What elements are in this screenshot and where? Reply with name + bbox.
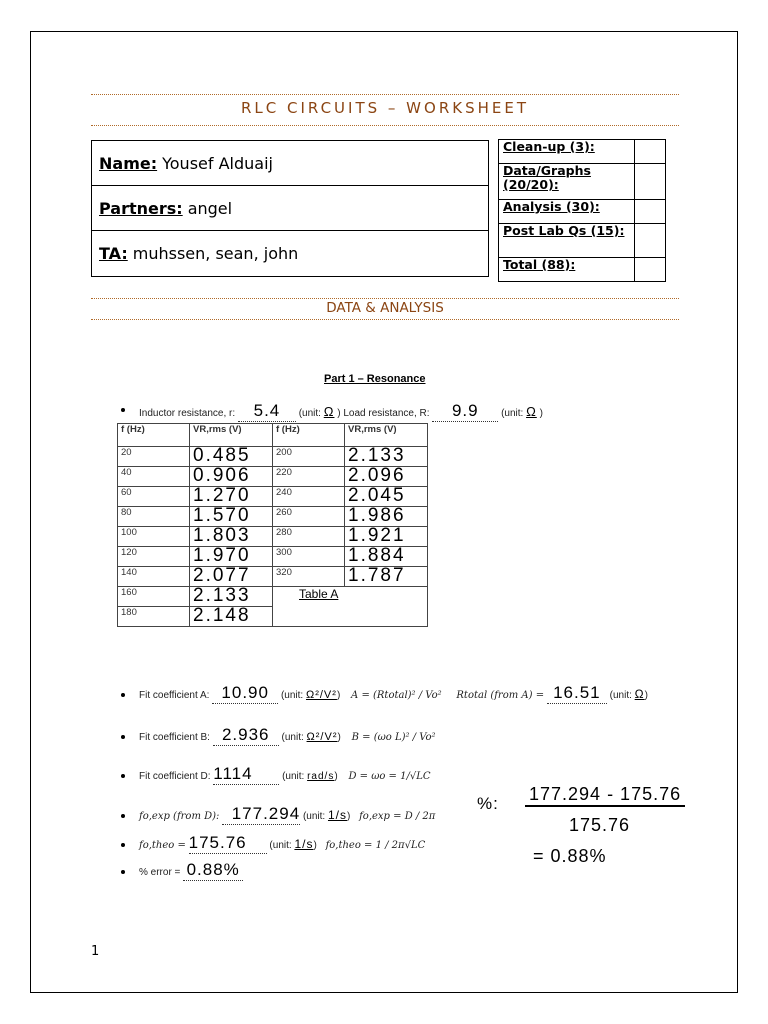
- inductor-label: Inductor resistance, r:: [139, 408, 236, 419]
- calc-prefix: %:: [477, 794, 499, 813]
- section-title: DATA & ANALYSIS: [326, 300, 444, 316]
- fit-d-line: Fit coefficient D: 1114 (unit: rad/s) D = ωo = 1/√LC: [139, 764, 431, 783]
- grade-row: [499, 200, 666, 224]
- table-row: [118, 447, 428, 467]
- grade-value: [635, 224, 666, 258]
- partners-value: angel: [187, 198, 233, 218]
- fexp-label: fo,exp (from D):: [139, 811, 220, 822]
- load-unit-label: (unit:: [501, 408, 524, 419]
- rtotal-value: 16.51: [547, 683, 607, 704]
- grade-label: Data/Graphs (20/20):: [499, 164, 635, 200]
- partners-row: [92, 186, 488, 231]
- bullet: [121, 870, 125, 874]
- grade-value: [635, 258, 666, 282]
- resistance-line: [139, 401, 543, 422]
- ta-label: TA:: [99, 244, 128, 263]
- worksheet-page: [30, 31, 738, 993]
- fit-d-formula: D = ωo = 1/√LC: [348, 771, 431, 782]
- table-cell: 200: [273, 447, 345, 467]
- load-value: 9.9: [432, 401, 498, 422]
- table-cell: 40: [118, 467, 190, 487]
- grade-value: [635, 200, 666, 224]
- table-cell: 280: [273, 527, 345, 547]
- table-cell: 2.148: [193, 605, 251, 626]
- grade-row: [499, 224, 666, 258]
- table-cell: 160: [118, 587, 190, 607]
- load-unit: Ω: [526, 404, 537, 419]
- table-cell: 320: [273, 567, 345, 587]
- table-cell: 2.133: [348, 445, 406, 466]
- fit-d-unit: rad/s: [307, 771, 335, 782]
- error-value: 0.88%: [183, 860, 243, 881]
- table-cell: 2.077: [193, 565, 251, 586]
- section-band: [91, 298, 679, 320]
- table-header: f (Hz): [273, 424, 345, 447]
- fit-a-value: 10.90: [212, 683, 278, 704]
- part-title: Part 1 – Resonance: [324, 373, 426, 385]
- table-header: VR,rms (V): [345, 424, 428, 447]
- grade-value: [635, 140, 666, 164]
- table-caption: Table A: [299, 587, 339, 601]
- table-cell: 120: [118, 547, 190, 567]
- grade-label: Total (88):: [499, 258, 635, 282]
- fit-b-value: 2.936: [213, 725, 279, 746]
- fit-a-formula: A = (Rtotal)² / Vo²: [351, 690, 442, 701]
- rtotal-unit: Ω: [634, 687, 645, 701]
- title-band: [91, 94, 679, 126]
- table-cell: 220: [273, 467, 345, 487]
- error-line: [139, 860, 243, 881]
- bullet: [121, 735, 125, 739]
- fit-b-label: Fit coefficient B:: [139, 732, 210, 743]
- table-cell: 80: [118, 507, 190, 527]
- page-number: 1: [91, 944, 100, 959]
- inductor-unit: Ω: [323, 404, 335, 419]
- fit-b-unit-label: (unit:: [281, 732, 304, 743]
- table-cell: 1.970: [193, 545, 251, 566]
- table-row: [118, 507, 428, 527]
- inductor-value: 5.4: [238, 401, 296, 422]
- student-info-box: [91, 140, 489, 277]
- table-cell: 300: [273, 547, 345, 567]
- table-header: VR,rms (V): [190, 424, 273, 447]
- rtotal-unit-label: (unit:: [609, 690, 632, 701]
- fit-a-label: Fit coefficient A:: [139, 690, 210, 701]
- grade-row: [499, 164, 666, 200]
- grade-label: Analysis (30):: [499, 200, 635, 224]
- table-cell: 1.986: [348, 505, 406, 526]
- table-row: [118, 587, 428, 607]
- table-cell: 60: [118, 487, 190, 507]
- table-cell: 1.270: [193, 485, 251, 506]
- bullet: [121, 814, 125, 818]
- table-row: [118, 567, 428, 587]
- table-cell: 2.045: [348, 485, 406, 506]
- fit-b-unit: Ω²/V²: [306, 731, 338, 743]
- table-cell: 20: [118, 447, 190, 467]
- table-cell: 1.884: [348, 545, 406, 566]
- ta-value: muhssen, sean, john: [132, 244, 299, 263]
- ta-row: [92, 231, 488, 276]
- fexp-line: fo,exp (from D): 177.294 (unit: 1/s) fo,exp = D / 2π: [139, 804, 436, 823]
- grade-label: Clean-up (3):: [499, 140, 635, 164]
- table-header: f (Hz): [118, 424, 190, 447]
- grading-table: [498, 139, 666, 282]
- calc-result: = 0.88%: [533, 846, 607, 866]
- table-cell: 100: [118, 527, 190, 547]
- ftheo-formula: fo,theo = 1 / 2π√LC: [325, 840, 426, 851]
- load-label: ) Load resistance, R:: [337, 408, 430, 419]
- fit-d-value: 1114: [213, 764, 279, 785]
- fexp-formula: fo,exp = D / 2π: [359, 811, 436, 822]
- fexp-unit: 1/s: [327, 808, 347, 822]
- partners-label: Partners:: [99, 198, 183, 218]
- rtotal-label: Rtotal (from A) =: [456, 690, 545, 701]
- grade-row: [499, 140, 666, 164]
- fit-d-label: Fit coefficient D:: [139, 771, 211, 782]
- bullet: [121, 843, 125, 847]
- close-paren: ): [539, 408, 543, 419]
- grade-label: Post Lab Qs (15):: [499, 224, 635, 258]
- inductor-unit-label: (unit:: [298, 408, 321, 419]
- bullet: [121, 693, 125, 697]
- table-cell: 1.921: [348, 525, 406, 546]
- error-label: % error =: [139, 867, 181, 878]
- ftheo-label: fo,theo =: [139, 840, 186, 851]
- grade-value: [635, 164, 666, 200]
- calc-numerator: 177.294 - 175.76: [525, 784, 685, 807]
- grade-row: [499, 258, 666, 282]
- fit-b-line: Fit coefficient B: 2.936 (unit: Ω²/V²) B = (ωo L)² / Vo²: [139, 725, 436, 744]
- table-cell: 260: [273, 507, 345, 527]
- table-cell: 1.570: [193, 505, 251, 526]
- fit-d-unit-label: (unit:: [282, 771, 305, 782]
- bullet: [121, 774, 125, 778]
- fit-a-unit-label: (unit:: [280, 690, 304, 701]
- fit-a-unit: Ω²/V²: [305, 689, 337, 701]
- table-row: [118, 547, 428, 567]
- table-header-row: [118, 424, 428, 447]
- fit-b-formula: B = (ωo L)² / Vo²: [351, 732, 436, 743]
- name-label: Name:: [99, 153, 158, 173]
- ftheo-line: fo,theo = 175.76 (unit: 1/s) fo,theo = 1 / 2π√LC: [139, 833, 426, 852]
- page-title: RLC CIRCUITS – WORKSHEET: [240, 99, 529, 117]
- table-row: [118, 527, 428, 547]
- fexp-value: 177.294: [222, 804, 300, 825]
- fexp-unit-label: (unit:: [302, 811, 326, 822]
- table-cell: 140: [118, 567, 190, 587]
- fit-a-line: Fit coefficient A: 10.90 (unit: Ω²/V²) A = (Rtotal)² / Vo² Rtotal (from A) = 16.51 (unit: Ω): [139, 683, 648, 702]
- data-table: [117, 423, 428, 627]
- name-row: [92, 141, 488, 186]
- ftheo-unit-label: (unit:: [269, 840, 292, 851]
- ftheo-unit: 1/s: [294, 837, 314, 851]
- table-row: [118, 487, 428, 507]
- table-cell: 2.096: [348, 465, 406, 486]
- table-cell: 0.485: [193, 445, 251, 466]
- ftheo-value: 175.76: [189, 833, 267, 854]
- table-cell: 1.787: [348, 565, 406, 586]
- table-row: [118, 467, 428, 487]
- table-cell: 180: [118, 607, 190, 627]
- bullet: [121, 408, 125, 412]
- calc-denominator: 175.76: [569, 815, 631, 835]
- name-value: Yousef Alduaij: [162, 153, 273, 173]
- table-cell: 2.133: [193, 585, 251, 606]
- table-cell: 1.803: [193, 525, 251, 546]
- table-cell: 240: [273, 487, 345, 507]
- table-cell: 0.906: [193, 465, 251, 486]
